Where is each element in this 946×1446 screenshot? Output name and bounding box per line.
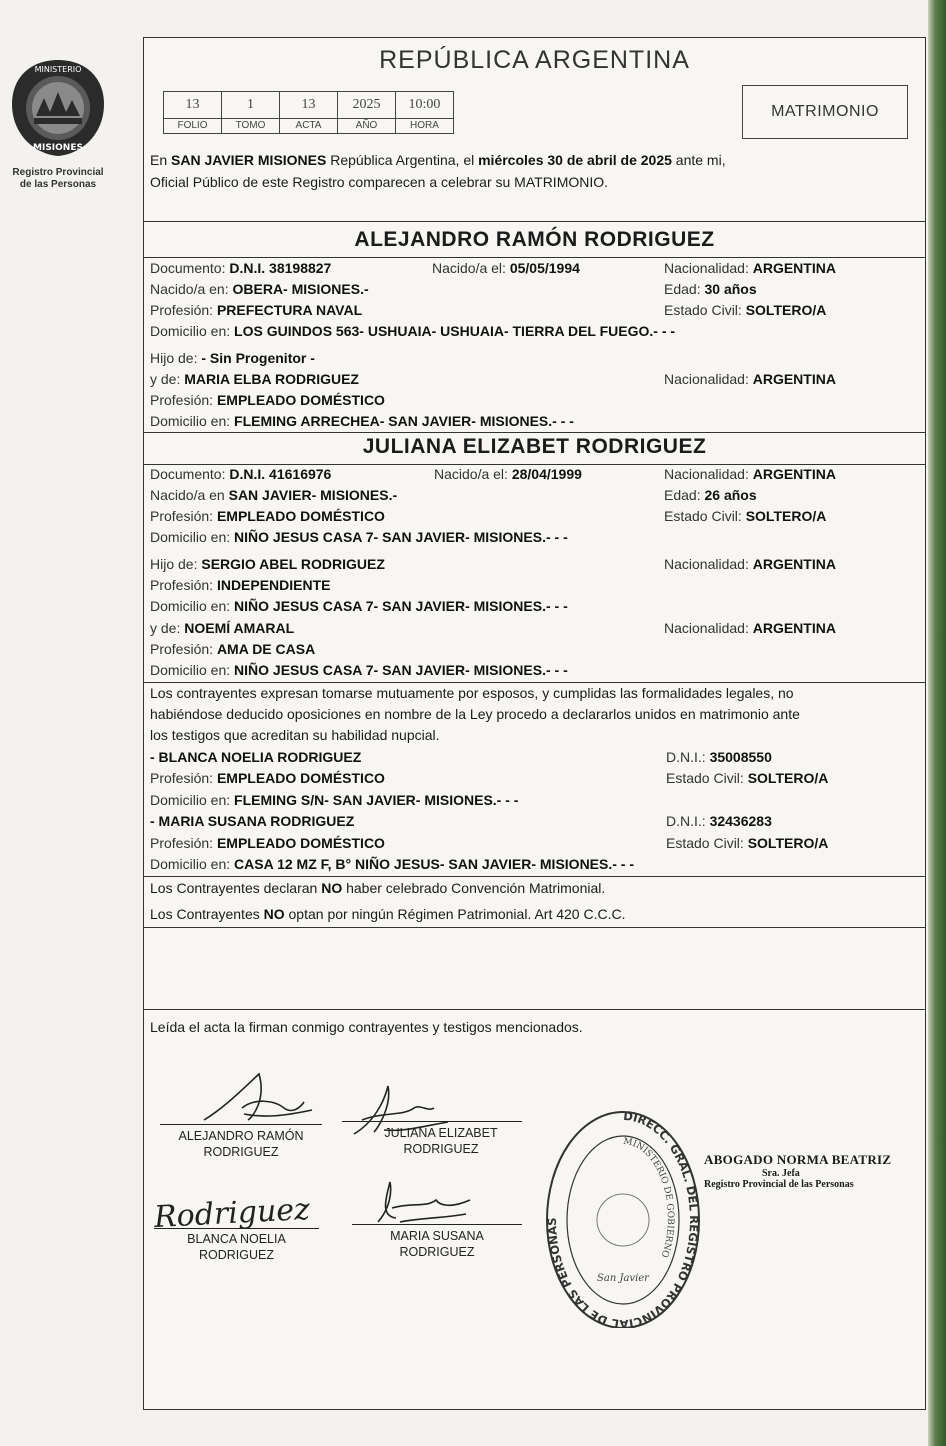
divider xyxy=(144,927,925,928)
groom-document: Documento: D.N.I. 38198827 xyxy=(150,260,332,276)
bride-mother-nationality: Nacionalidad: ARGENTINA xyxy=(664,620,836,636)
groom-name: ALEJANDRO RAMÓN RODRIGUEZ xyxy=(354,228,715,251)
witness-2-dni: D.N.I.: 32436283 xyxy=(666,813,772,829)
bride-father-profession: Profesión: INDEPENDIENTE xyxy=(150,577,331,593)
registry-logo xyxy=(2,56,114,191)
witness-1-name: - BLANCA NOELIA RODRIGUEZ xyxy=(150,749,362,765)
declaration-paragraph: Los contrayentes expresan tomarse mutuamente por esposos, y cumplidas las formalidades legales, no habiéndose deducido oposiciones en nombre de la Ley procedo a declararlos unidos en matrimonio ante los testigos que acreditan su habilidad nupcial. xyxy=(150,685,800,743)
bride-mother-address: Domicilio en: NIÑO JESUS CASA 7- SAN JAVIER- MISIONES.- - - xyxy=(150,662,568,678)
official-name: ABOGADO NORMA BEATRIZ xyxy=(704,1152,892,1167)
bride-name: JULIANA ELIZABET RODRIGUEZ xyxy=(362,435,707,458)
groom-signature-icon xyxy=(184,1068,314,1128)
record-reference-boxes xyxy=(163,91,453,134)
divider xyxy=(144,876,925,877)
seal-label: MISIONES xyxy=(33,143,83,153)
witness-1-handwritten-signature: Rodriguez xyxy=(153,1191,311,1236)
signature-line xyxy=(352,1224,522,1225)
bride-father: Hijo de: SERGIO ABEL RODRIGUEZ xyxy=(150,556,385,572)
divider xyxy=(144,221,925,222)
witness-1-signature-name: BLANCA NOELIA RODRIGUEZ xyxy=(187,1232,286,1262)
bride-birthplace: Nacido/a en SAN JAVIER- MISIONES.- xyxy=(150,487,398,503)
bride-civil-status: Estado Civil: SOLTERO/A xyxy=(664,508,827,524)
provincial-seal-icon xyxy=(8,56,108,160)
bride-mother: y de: NOEMÍ AMARAL xyxy=(150,620,295,636)
logo-caption: Registro Provincial de las Personas xyxy=(12,167,104,190)
bride-nationality: Nacionalidad: ARGENTINA xyxy=(664,466,836,482)
signature-line xyxy=(154,1228,319,1229)
svg-text:San Javier: San Javier xyxy=(597,1273,649,1284)
divider xyxy=(144,432,925,433)
official-stamp xyxy=(542,1106,704,1333)
intro-paragraph: En SAN JAVIER MISIONES República Argentina, el miércoles 30 de abril de 2025 ante mi, Oficial Público de este Registro comparecen a celebrar su MATRIMONIO. xyxy=(150,152,726,190)
folio-box: 13 FOLIO xyxy=(163,91,222,134)
groom-mother-profession: Profesión: EMPLEADO DOMÉSTICO xyxy=(150,392,385,408)
groom-birthplace: Nacido/a en: OBERA- MISIONES.- xyxy=(150,281,369,297)
witness-2-signature-name: MARIA SUSANA RODRIGUEZ xyxy=(390,1229,484,1259)
signature-line xyxy=(160,1124,322,1125)
official-office: Registro Provincial de las Personas xyxy=(704,1179,854,1190)
signature-line xyxy=(342,1121,522,1122)
groom-civil-status: Estado Civil: SOLTERO/A xyxy=(664,302,827,318)
groom-mother-address: Domicilio en: FLEMING ARRECHEA- SAN JAVIER- MISIONES.- - - xyxy=(150,413,574,429)
tomo-box: 1 TOMO xyxy=(221,91,280,134)
bride-signature-name: JULIANA ELIZABET RODRIGUEZ xyxy=(384,1126,498,1156)
divider xyxy=(144,464,925,465)
groom-age: Edad: 30 años xyxy=(664,281,757,297)
marriage-certificate xyxy=(143,37,926,1410)
bride-age: Edad: 26 años xyxy=(664,487,757,503)
witness-2-name: - MARIA SUSANA RODRIGUEZ xyxy=(150,813,355,829)
official-sign-block xyxy=(704,1152,891,1190)
bride-father-nationality: Nacionalidad: ARGENTINA xyxy=(664,556,836,572)
groom-profession: Profesión: PREFECTURA NAVAL xyxy=(150,302,363,318)
witness-2-profession: Profesión: EMPLEADO DOMÉSTICO xyxy=(150,835,385,851)
official-role: Sra. Jefa xyxy=(762,1168,800,1179)
groom-birthdate: Nacido/a el: 05/05/1994 xyxy=(432,260,580,276)
witness-1-civil-status: Estado Civil: SOLTERO/A xyxy=(666,770,829,786)
seal-label: MINISTERIO xyxy=(34,65,82,74)
background-edge xyxy=(928,0,946,1446)
acta-box: 13 ACTA xyxy=(279,91,338,134)
bride-mother-profession: Profesión: AMA DE CASA xyxy=(150,641,316,657)
witness-1-address: Domicilio en: FLEMING S/N- SAN JAVIER- MISIONES.- - - xyxy=(150,792,519,808)
record-type-box: MATRIMONIO xyxy=(742,85,908,139)
closing-statement: Leída el acta la firman conmigo contrayentes y testigos mencionados. xyxy=(150,1019,583,1035)
hora-box: 10:00 HORA xyxy=(395,91,454,134)
registry-stamp-icon xyxy=(542,1106,704,1328)
regime-statement: Los Contrayentes NO optan por ningún Régimen Patrimonial. Art 420 C.C.C. xyxy=(150,906,626,922)
anio-box: 2025 AÑO xyxy=(337,91,396,134)
divider xyxy=(144,1009,925,1010)
groom-address: Domicilio en: LOS GUINDOS 563- USHUAIA- USHUAIA- TIERRA DEL FUEGO.- - - xyxy=(150,323,676,339)
bride-document: Documento: D.N.I. 41616976 xyxy=(150,466,332,482)
svg-text:DIRECC. GRAL. DEL REGISTRO PRO: DIRECC. GRAL. DEL REGISTRO PROVINCIAL DE LAS PERSONAS xyxy=(544,1108,701,1328)
groom-mother: y de: MARIA ELBA RODRIGUEZ xyxy=(150,371,359,387)
bride-father-address: Domicilio en: NIÑO JESUS CASA 7- SAN JAVIER- MISIONES.- - - xyxy=(150,598,568,614)
groom-nationality: Nacionalidad: ARGENTINA xyxy=(664,260,836,276)
groom-signature-name: ALEJANDRO RAMÓN RODRIGUEZ xyxy=(178,1129,304,1159)
svg-text:MINISTERIO DE GOBIERNO: MINISTERIO DE GOBIERNO xyxy=(622,1136,676,1259)
witness-1-profession: Profesión: EMPLEADO DOMÉSTICO xyxy=(150,770,385,786)
witness-2-civil-status: Estado Civil: SOLTERO/A xyxy=(666,835,829,851)
page-title: REPÚBLICA ARGENTINA xyxy=(379,46,690,74)
groom-father: Hijo de: - Sin Progenitor - xyxy=(150,350,315,366)
divider xyxy=(144,257,925,258)
bride-profession: Profesión: EMPLEADO DOMÉSTICO xyxy=(150,508,385,524)
witness-2-address: Domicilio en: CASA 12 MZ F, B° NIÑO JESUS- SAN JAVIER- MISIONES.- - - xyxy=(150,856,635,872)
groom-mother-nationality: Nacionalidad: ARGENTINA xyxy=(664,371,836,387)
bride-address: Domicilio en: NIÑO JESUS CASA 7- SAN JAVIER- MISIONES.- - - xyxy=(150,529,568,545)
convention-statement: Los Contrayentes declaran NO haber celebrado Convención Matrimonial. xyxy=(150,880,606,896)
witness-1-dni: D.N.I.: 35008550 xyxy=(666,749,772,765)
witness-2-signature-icon xyxy=(366,1178,476,1228)
bride-birthdate: Nacido/a el: 28/04/1999 xyxy=(434,466,582,482)
